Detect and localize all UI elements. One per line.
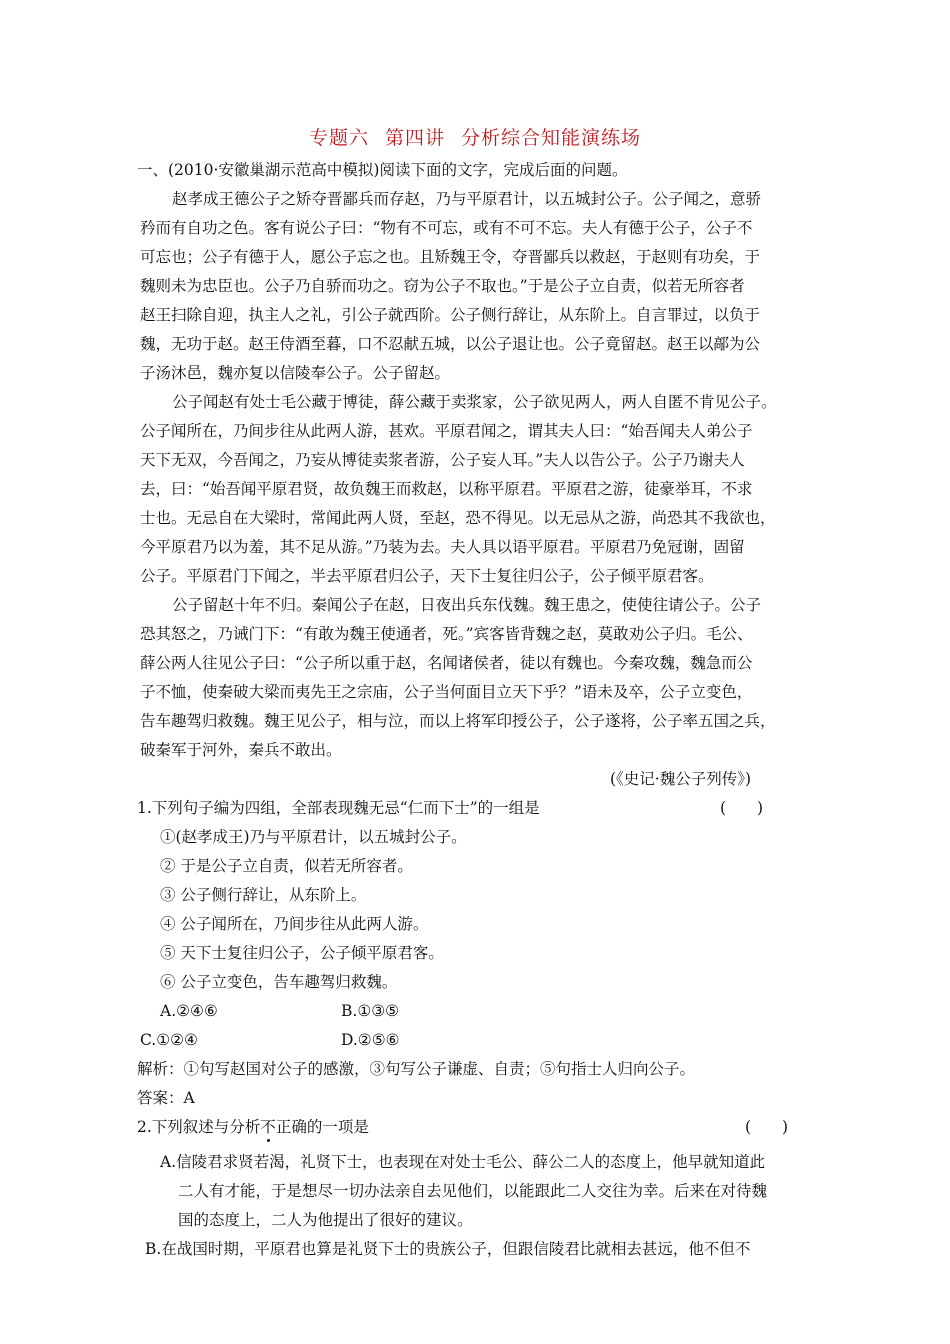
q1-stem: 1.下列句子编为四组，全部表现魏无忌“仁而下士”的一组是 [137, 799, 540, 817]
passage-line: 士也。无忌自在大梁时，常闻此两人贤，至赵，恐不得见。以无忌从之游，尚恐其不我欲也， [140, 509, 776, 527]
title-subject: 分析综合知能演练场 [461, 127, 642, 149]
q1-option-d: D.②⑤⑥ [341, 1031, 400, 1049]
q2-stem-post: 正确的一项是 [275, 1118, 369, 1136]
passage-line: 子汤沐邑，魏亦复以信陵奉公子。公子留赵。 [140, 364, 451, 382]
passage-line: 公子闻所在，乃间步往从此两人游，甚欢。平原君闻之，谓其夫人曰：“始吾闻夫人弟公子 [140, 422, 753, 440]
passage-line: 恐其怒之，乃诫门下：“有敢为魏王使通者，死。”宾客皆背魏之赵，莫敢劝公子归。毛公、 [140, 625, 753, 643]
passage-line: 可忘也；公子有德于人，愿公子忘之也。且矫魏王令，夺晋鄙兵以救赵，于赵则有功矣，于 [140, 248, 761, 266]
q1-option-b: B.①③⑤ [341, 1002, 400, 1020]
q1-item: ⑤ 天下士复往归公子，公子倾平原君客。 [160, 944, 444, 962]
intro-line: 一、(2010·安徽巢湖示范高中模拟)阅读下面的文字，完成后面的问题。 [137, 161, 628, 179]
source-citation: (《史记·魏公子列传》) [610, 770, 752, 788]
passage-line: 破秦军于河外，秦兵不敢出。 [140, 741, 342, 759]
passage-line: 矜而有自功之色。客有说公子曰：“物有不可忘，或有不可不忘。夫人有德于公子，公子不 [140, 219, 753, 237]
q2-stem-pre: 2.下列叙述与分析 [137, 1118, 261, 1136]
title-topic: 专题六 [308, 127, 369, 149]
q1-item: ④ 公子闻所在，乃间步往从此两人游。 [160, 915, 429, 933]
passage-line: 公子闻赵有处士毛公藏于博徒，薛公藏于卖浆家，公子欲见两人，两人自匿不肯见公子。 [172, 393, 777, 411]
passage-line: 今平原君乃以为羞，其不足从游。”乃装为去。夫人具以语平原君。平原君乃免冠谢，固留 [140, 538, 745, 556]
q1-item: ② 于是公子立自责，似若无所容者。 [160, 857, 413, 875]
passage-line: 子不恤，使秦破大梁而夷先王之宗庙，公子当何面目立天下乎？”语未及卒，公子立变色， [140, 683, 753, 701]
q2-stem-emphasis: 不 [260, 1118, 276, 1136]
passage-line: 赵王扫除自迎，执主人之礼，引公子就西阶。公子侧行辞让，从东阶上。自言罪过，以负于 [140, 306, 761, 324]
passage-line: 魏，无功于赵。赵王侍酒至暮，口不忍献五城，以公子退让也。公子竟留赵。赵王以鄗为公 [140, 335, 761, 353]
passage-line: 告车趣驾归救魏。魏王见公子，相与泣，而以上将军印授公子，公子遂将，公子率五国之兵， [140, 712, 776, 730]
passage-line: 天下无双，今吾闻之，乃妄从博徒卖浆者游，公子妄人耳。”夫人以告公子。公子乃谢夫人 [140, 451, 745, 469]
q2-option-a-line: 国的态度上，二人为他提出了很好的建议。 [178, 1211, 473, 1229]
q1-answer: 答案：A [137, 1089, 195, 1107]
q1-option-c: C.①②④ [140, 1031, 198, 1049]
q2-option-a-line: 二人有才能，于是想尽一切办法亲自去见他们，以能跟此二人交往为幸。后来在对待魏 [178, 1182, 768, 1200]
q1-item: ⑥ 公子立变色，告车趣驾归救魏。 [160, 973, 398, 991]
q1-item: ③ 公子侧行辞让，从东阶上。 [160, 886, 367, 904]
q2-stem [137, 1117, 369, 1137]
passage-line: 薛公两人往见公子曰：“公子所以重于赵，名闻诸侯者，徒以有魏也。今秦攻魏，魏急而公 [140, 654, 753, 672]
q1-answer-blank: ( ) [720, 799, 764, 817]
page-title [0, 126, 950, 150]
q2-answer-blank: ( ) [745, 1118, 789, 1136]
q1-item: ①(赵孝成王)乃与平原君计，以五城封公子。 [160, 828, 467, 846]
passage-line: 去，曰：“始吾闻平原君贤，故负魏王而救赵，以称平原君。平原君之游，徒豪举耳，不求 [140, 480, 753, 498]
passage-line: 赵孝成王德公子之矫夺晋鄙兵而存赵，乃与平原君计，以五城封公子。公子闻之，意骄 [172, 190, 762, 208]
q2-option-b-line: B.在战国时期，平原君也算是礼贤下士的贵族公子，但跟信陵君比就相去甚远，他不但不 [145, 1240, 751, 1258]
title-lecture: 第四讲 [384, 127, 445, 149]
passage-line: 魏则未为忠臣也。公子乃自骄而功之。窃为公子不取也。”于是公子立自责，似若无所容者 [140, 277, 745, 295]
passage-line: 公子留赵十年不归。秦闻公子在赵，日夜出兵东伐魏。魏王患之，使使往请公子。公子 [172, 596, 762, 614]
q2-option-a-line: A.信陵君求贤若渴，礼贤下士，也表现在对处士毛公、薛公二人的态度上，他早就知道此 [160, 1153, 766, 1171]
q1-option-a: A.②④⑥ [160, 1002, 218, 1020]
q1-analysis: 解析：①句写赵国对公子的感激，③句写公子谦虚、自责；⑤句指士人归向公子。 [137, 1060, 696, 1078]
passage-line: 公子。平原君门下闻之，半去平原君归公子，天下士复往归公子，公子倾平原君客。 [140, 567, 714, 585]
